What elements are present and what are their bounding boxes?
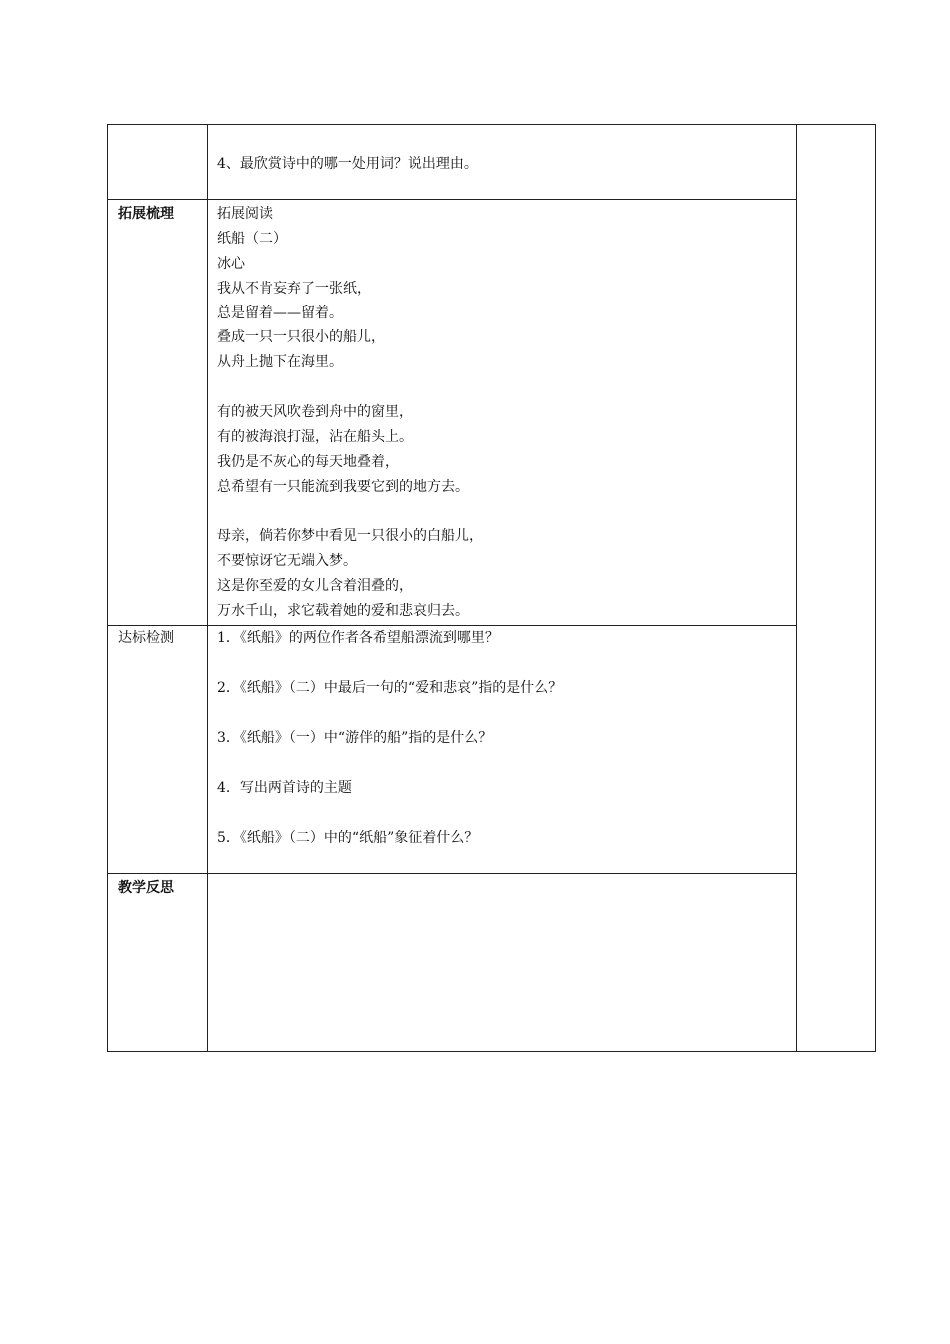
test-question: 5．《纸船》（二）中的“纸船”象征着什么？ xyxy=(217,830,479,846)
poem-title: 纸船（二） xyxy=(217,231,287,247)
poem-line: 从舟上抛下在海里。 xyxy=(217,354,343,370)
row-divider-1 xyxy=(108,199,796,200)
poem-line: 总希望有一只能流到我要它到的地方去。 xyxy=(217,479,469,495)
extension-heading: 拓展阅读 xyxy=(217,206,273,222)
row-divider-2 xyxy=(108,625,796,626)
test-question: 3．《纸船》（一）中“游伴的船”指的是什么？ xyxy=(217,730,493,746)
test-question: 4．写出两首诗的主题 xyxy=(217,780,352,796)
poem-line: 叠成一只一只很小的船儿， xyxy=(217,329,385,345)
poem-line: 总是留着——留着。 xyxy=(217,305,343,321)
poem-line: 有的被海浪打湿，沾在船头上。 xyxy=(217,429,413,445)
row-label-reflection: 教学反思 xyxy=(118,880,174,896)
row-divider-3 xyxy=(108,873,796,874)
poem-line: 我仍是不灰心的每天地叠着， xyxy=(217,454,399,470)
test-question: 1．《纸船》的两位作者各希望船漂流到哪里？ xyxy=(217,630,499,646)
row-label-test: 达标检测 xyxy=(118,630,174,646)
poem-line: 这是你至爱的女儿含着泪叠的， xyxy=(217,578,413,594)
row-label-extension: 拓展梳理 xyxy=(118,206,174,222)
poem-author: 冰心 xyxy=(217,256,245,272)
poem-line: 万水千山，求它载着她的爱和悲哀归去。 xyxy=(217,603,469,619)
question-4: 4、最欣赏诗中的哪一处用词？说出理由。 xyxy=(217,156,478,172)
poem-line: 我从不肯妄弃了一张纸， xyxy=(217,281,371,297)
test-question: 2．《纸船》（二）中最后一句的“爱和悲哀”指的是什么？ xyxy=(217,680,563,696)
column-divider-right xyxy=(796,125,797,1051)
poem-line: 有的被天风吹卷到舟中的窗里， xyxy=(217,404,413,420)
lesson-plan-table xyxy=(107,124,876,1052)
column-divider-left xyxy=(207,125,208,1051)
poem-line: 不要惊讶它无端入梦。 xyxy=(217,553,357,569)
poem-line: 母亲，倘若你梦中看见一只很小的白船儿， xyxy=(217,528,483,544)
